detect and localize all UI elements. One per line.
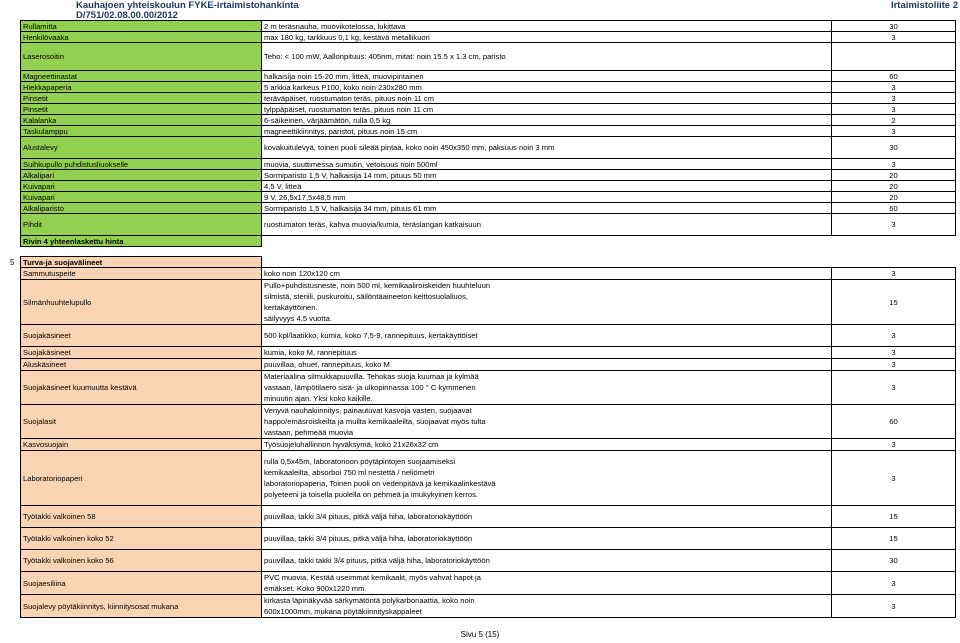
table-row — [21, 126, 956, 137]
item-name: Pinsetit — [21, 104, 262, 115]
description-line: Pullo+puhdistusneste, noin 500 ml, kemikaaliroiskeiden huuhteluun — [264, 281, 491, 290]
table-row — [21, 268, 956, 280]
table-row — [21, 528, 956, 550]
description-line: koko noin 120x120 cm — [264, 269, 340, 278]
item-quantity: 3 — [832, 32, 956, 43]
item-description: kovakuitulevyä, toinen puoli sileää pintaa, koko noin 450x350 mm, paksuus noin 3 mm — [262, 137, 832, 159]
table-row — [21, 115, 956, 126]
table-row — [21, 137, 956, 159]
item-quantity: 30 — [832, 21, 956, 32]
equipment-table — [20, 20, 956, 247]
item-description: 9 V, 26,5x17,5x48,5 mm — [262, 192, 832, 203]
description-line: Venyvä nauhakiinnitys, painautuvat kasvoja vasten, suojaavat — [264, 406, 472, 415]
item-quantity: 3 — [832, 214, 956, 236]
item-quantity: 60 — [832, 71, 956, 82]
description-line: kirkasta läpinäkyvää särkymätöntä polykarbonaattia, koko noin — [264, 596, 475, 605]
item-quantity: 3 — [832, 126, 956, 137]
item-description — [262, 595, 832, 618]
item-quantity: 30 — [832, 137, 956, 159]
description-line: 600x1000mm, mukana pöytäkiinnityskappaleet — [264, 607, 422, 616]
item-quantity: 3 — [832, 93, 956, 104]
item-name: Pinsetit — [21, 93, 262, 104]
item-name: Kalalanka — [21, 115, 262, 126]
description-line: vastaan, pehmeää muovia — [264, 428, 354, 437]
item-description: max 180 kg, tarkkuus 0,1 kg, kestävä metallikuori — [262, 32, 832, 43]
item-description — [262, 325, 832, 347]
item-description: 6-säikeinen, värjäämätön, rulla 0,5 kg — [262, 115, 832, 126]
table-row — [21, 371, 956, 405]
item-quantity: 20 — [832, 170, 956, 181]
table-row — [21, 93, 956, 104]
description-line: happo/emäsroiskeilta ja muilta kemikaaleilta, suojaavat myös tulta — [264, 417, 486, 426]
item-quantity: 3 — [832, 268, 956, 280]
item-name: Alkaliparí — [21, 170, 262, 181]
item-quantity: 3 — [832, 371, 956, 405]
item-description — [262, 405, 832, 439]
table-row — [21, 451, 956, 506]
item-description — [262, 528, 832, 550]
table-row — [21, 405, 956, 439]
item-description — [262, 451, 832, 506]
section-title: Turva-ja suojavälineet — [21, 257, 262, 268]
table-row — [21, 359, 956, 371]
total-label: Rivin 4 yhteenlaskettu hinta — [21, 236, 262, 247]
item-name: Kuivapari — [21, 181, 262, 192]
item-name: Kasvosuojain — [21, 439, 262, 451]
item-name: Alustalevy — [21, 137, 262, 159]
item-quantity: 3 — [832, 595, 956, 618]
table-row — [21, 439, 956, 451]
item-name: Sammutuspeite — [21, 268, 262, 280]
item-quantity: 3 — [832, 159, 956, 170]
table-row — [21, 82, 956, 93]
item-description — [262, 506, 832, 528]
description-line: 500 kpl/laatikko, kumia, koko 7,5-9, rannepituus, kertakäyttöiset — [264, 331, 478, 340]
item-description: 5 arkkia karkeus P100, koko noin 230x280 mm — [262, 82, 832, 93]
item-quantity: 3 — [832, 104, 956, 115]
item-description — [262, 268, 832, 280]
description-line: minuutin ajan. Yksi koko kaikille. — [264, 394, 373, 403]
item-quantity: 15 — [832, 280, 956, 325]
item-name: Suojakäsineet — [21, 325, 262, 347]
item-name: Työtakki valkoinen koko 52 — [21, 528, 262, 550]
item-quantity: 2 — [832, 115, 956, 126]
description-line: kemikaaleilta, absorboi 750 ml nestettä / neliömetri — [264, 468, 435, 477]
item-name: Silmänhuuhtelupullo — [21, 280, 262, 325]
table-row — [21, 192, 956, 203]
table-row — [21, 550, 956, 572]
item-quantity: 3 — [832, 82, 956, 93]
description-line: kertakäyttöinen. — [264, 303, 318, 312]
item-description: 2 m teräsnauha, muovikotelossa, lukittava — [262, 21, 832, 32]
description-line: puuvillaa, takki 3/4 pituus, pitkä väljä hiha, laboratoriokäyttöön — [264, 512, 473, 521]
item-description: halkaisija noin 15-20 mm, litteä, muovipintainen — [262, 71, 832, 82]
table-row — [21, 325, 956, 347]
item-name: Magneettinastat — [21, 71, 262, 82]
item-quantity: 3 — [832, 439, 956, 451]
document-number: D/751/02.08.00.00/2012 — [76, 10, 178, 21]
description-line: Materiaalina silmukkapuuvilla. Tehokas suoja kuumaa ja kylmää — [264, 372, 479, 381]
item-quantity: 3 — [832, 572, 956, 595]
item-name: Suojalevy pöytäkiinnitys, kiinnitysosat mukana — [21, 595, 262, 618]
item-quantity: 15 — [832, 528, 956, 550]
item-description — [262, 347, 832, 359]
section-number: 5 — [10, 258, 15, 267]
organization-title: Kauhajoen yhteiskoulun FYKE-irtaimistohankinta — [76, 0, 299, 11]
item-name: Pihdit — [21, 214, 262, 236]
description-line: puuvillaa, ohuet, rannepituus, koko M — [264, 360, 390, 369]
description-line: laboratoriopaperia, Toinen puoli on vedenpitävä ja kemikaalinkestävä — [264, 479, 496, 488]
description-line: rulla 0,5x45m, laboratorioon pöytäpintojen suojaamiseksi — [264, 457, 456, 466]
table-row — [21, 71, 956, 82]
item-description — [262, 359, 832, 371]
item-name: Suojalasit — [21, 405, 262, 439]
description-line: puuvillaa, takki 3/4 pituus, pitkä väljä hiha, laboratoriokäyttöön — [264, 534, 473, 543]
item-quantity: 30 — [832, 550, 956, 572]
item-description — [262, 439, 832, 451]
item-quantity: 20 — [832, 181, 956, 192]
table-row — [21, 43, 956, 71]
table-row — [21, 104, 956, 115]
item-quantity: 60 — [832, 405, 956, 439]
item-name: Hiekkapaperia — [21, 82, 262, 93]
table-row — [21, 214, 956, 236]
item-description: Teho: < 100 mW, Aallonpituus: 405nm, mitat: noin 15.5 x 1.3 cm, paristo — [262, 43, 832, 71]
item-quantity: 3 — [832, 347, 956, 359]
table-row — [21, 595, 956, 618]
item-description: muovia, suuttimessa sumutin, vetoisuus noin 500ml — [262, 159, 832, 170]
table-row — [21, 203, 956, 214]
item-name: Alkaliparisto — [21, 203, 262, 214]
item-quantity: 15 — [832, 506, 956, 528]
item-quantity — [832, 43, 956, 71]
description-line: silmistä, steriili, puskuroitu, säilöntäaineeton keittosuolaliuos, — [264, 292, 468, 301]
item-description: Sormiparisto 1,5 V, halkaisija 34 mm, pituus 61 mm — [262, 203, 832, 214]
item-name: Kuivapari — [21, 192, 262, 203]
item-description: 4,5 V, litteä — [262, 181, 832, 192]
item-description — [262, 280, 832, 325]
item-description — [262, 572, 832, 595]
item-description: teräväpäiset, ruostumaton teräs, pituus noin 11 cm — [262, 93, 832, 104]
item-name: Suojakäsineet kuumuutta kestävä — [21, 371, 262, 405]
item-description: tylppäpäiset, ruostumaton teräs, pituus noin 11 cm — [262, 104, 832, 115]
item-name: Taskulamppu — [21, 126, 262, 137]
item-quantity: 60 — [832, 203, 956, 214]
item-name: Suojakäsineet — [21, 347, 262, 359]
item-name: Laserosoitin — [21, 43, 262, 71]
item-description — [262, 550, 832, 572]
item-name: Työtakki valkoinen 58 — [21, 506, 262, 528]
table-row — [21, 21, 956, 32]
page-number: Sivu 5 (15) — [460, 630, 500, 639]
safety-equipment-table — [20, 256, 956, 618]
description-line: polyeteeni ja toisella puolella on pehmeä ja imukykyinen kerros. — [264, 490, 479, 499]
description-line: säilyvyys 4,5 vuotta. — [264, 314, 332, 323]
item-name: Henkilövaaka — [21, 32, 262, 43]
item-name: Rullamitta — [21, 21, 262, 32]
item-quantity: 20 — [832, 192, 956, 203]
table-row — [21, 181, 956, 192]
table-row — [21, 572, 956, 595]
table-row — [21, 170, 956, 181]
description-line: Työsuojeluhallinnon hyväksymä, koko 21x26x32 cm — [264, 440, 439, 449]
item-name: Suojaesiliina — [21, 572, 262, 595]
table-row — [21, 32, 956, 43]
table-row — [21, 159, 956, 170]
description-line: vastaan, lämpötilaero sisä- ja ulkopinnassa 100 ° C kymmenen — [264, 383, 476, 392]
item-description: Sormiparisto 1,5 V, halkaisija 14 mm, pituus 50 mm — [262, 170, 832, 181]
item-name: Aluskäsineet — [21, 359, 262, 371]
item-quantity: 3 — [832, 359, 956, 371]
description-line: emäkset. Koko 900x1220 mm. — [264, 584, 367, 593]
item-name: Suihkupullo puhdistusliuokselle — [21, 159, 262, 170]
item-quantity: 3 — [832, 451, 956, 506]
item-name: Työtakki valkoinen koko 56 — [21, 550, 262, 572]
page-header — [20, 0, 960, 20]
item-description — [262, 371, 832, 405]
description-line: PVC muovia. Kestää useimmat kemikaalit, myös vahvat hapot ja — [264, 573, 481, 582]
item-name: Laboratoriopaperi — [21, 451, 262, 506]
item-description: magneettikiinnitys, paristot, pituus noin 15 cm — [262, 126, 832, 137]
item-description: ruostumaton teräs, kahva muovia/kumia, teräslangan katkaisuun — [262, 214, 832, 236]
table-row — [21, 347, 956, 359]
section-title-row — [21, 257, 956, 268]
table-row — [21, 280, 956, 325]
attachment-label: Irtaimistoliite 2 — [890, 0, 958, 11]
description-line: puuvillaa, takki takki 3/4 pituus, pitkä väljä hiha, laboratoriokäyttöön — [264, 556, 490, 565]
total-row — [21, 236, 956, 247]
description-line: kumia, koko M, rannepituus — [264, 348, 357, 357]
table-row — [21, 506, 956, 528]
item-quantity: 3 — [832, 325, 956, 347]
